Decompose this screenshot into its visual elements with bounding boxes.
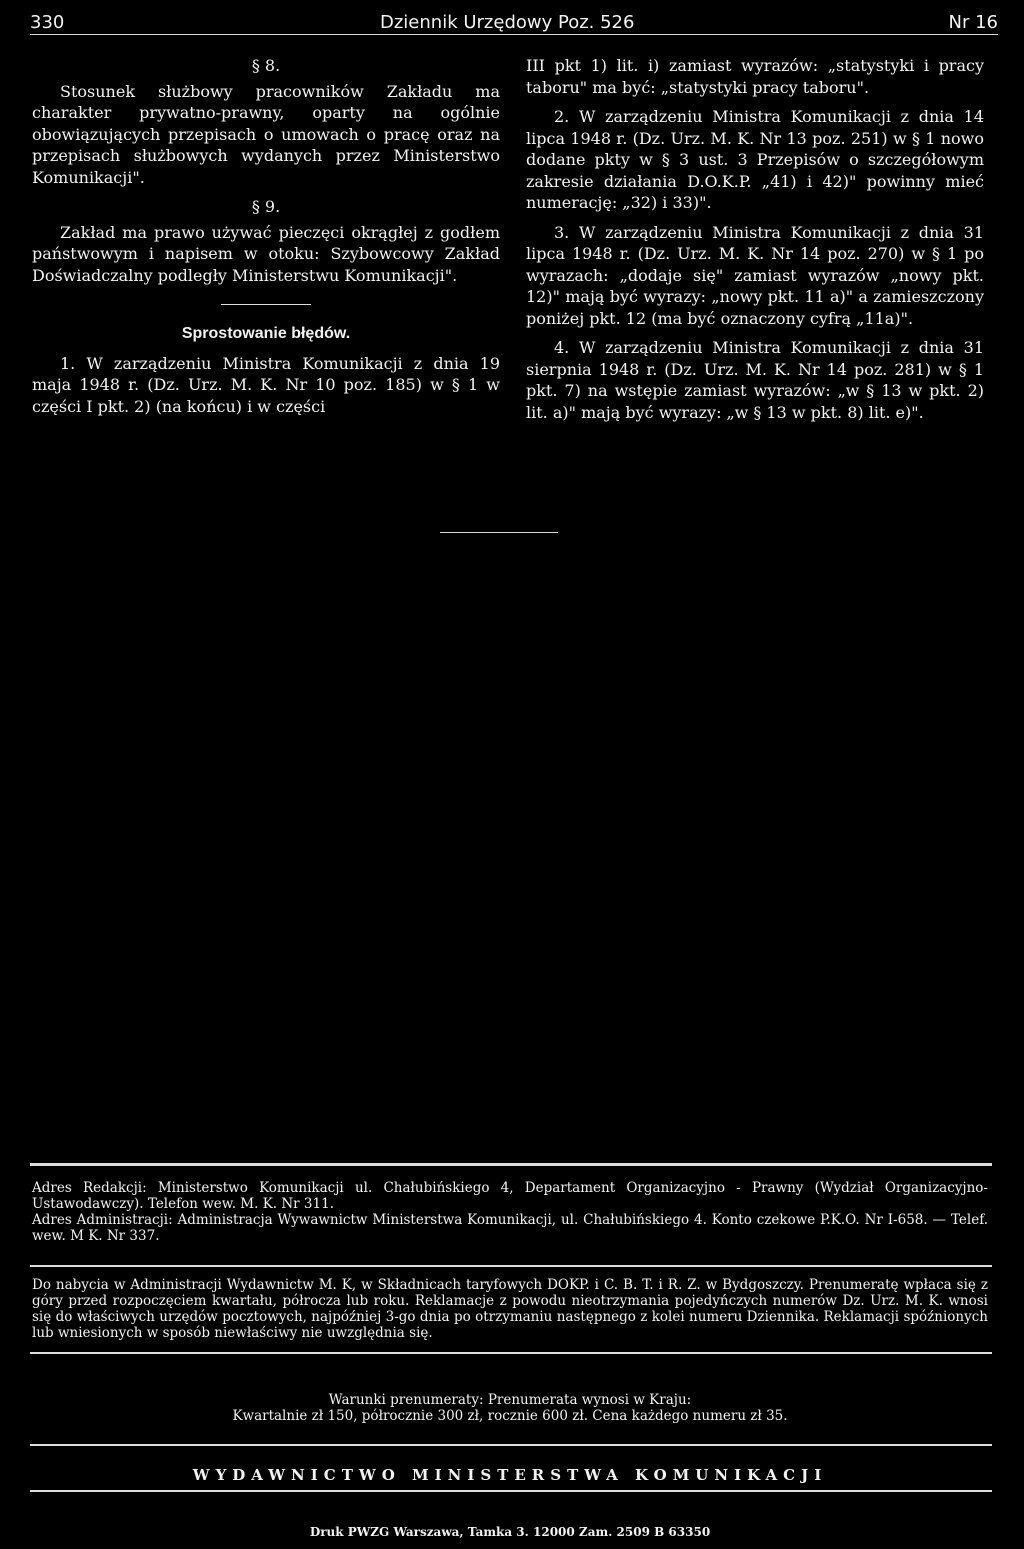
print-info: Druk PWZG Warszawa, Tamka 3. 12000 Zam. 2509 B 63350 (309, 1525, 711, 1539)
subscription-terms-body: Kwartalnie zł 150, półrocznie 300 zł, rocznie 600 zł. Cena każdego numeru zł 35. (232, 1408, 788, 1424)
left-column (32, 55, 500, 425)
page-header (30, 10, 998, 35)
issue-number: Nr 16 (948, 12, 998, 33)
section-8-heading: § 8. (251, 56, 281, 75)
footer-rule-4 (30, 1444, 992, 1446)
errata-heading: Sprostowanie błędów. (181, 325, 351, 342)
errata-item-2: 2. W zarządzeniu Ministra Komunikacji z dnia 14 lipca 1948 r. (Dz. Urz. M. K. Nr 13 poz. 251) w § 1 nowo dodane pkty w § 3 ust. 3 Przepisów o szczegółowym zakresie działania D.O.K.P. „41) i 42)" powinny mieć numerację: „32) i 33)". (526, 107, 984, 212)
section-9-heading: § 9. (251, 197, 281, 216)
footer-rule-3 (30, 1352, 992, 1354)
section-9-text: Zakład ma prawo używać pieczęci okrągłej z godłem państwowym i napisem w otoku: Szybowcowy Zakład Doświadczalny podległy Ministerstwu Komunikacji". (32, 222, 500, 285)
journal-title: Dziennik Urzędowy Poz. 526 (380, 12, 635, 33)
divider (221, 304, 311, 305)
errata-item-4: 4. W zarządzeniu Ministra Komunikacji z dnia 31 sierpnia 1948 r. (Dz. Urz. M. K. Nr 14 poz. 281) w § 1 pkt. 7) na wstępie zamiast wyrazów: „w § 13 w pkt. 2) lit. a)" mają być wyrazy: „w § 13 w pkt. 8) lit. e)". (526, 338, 984, 422)
section-8-text: Stosunek służbowy pracowników Zakładu ma charakter prywatno-prawny, oparty na ogólnie obowiązujących przepisach o umowach o pracę oraz na przepisach służbowych wydanych przez Ministerstwo Komunikacji". (32, 81, 500, 187)
errata-item-1: 1. W zarządzeniu Ministra Komunikacji z dnia 19 maja 1948 r. (Dz. Urz. M. K. Nr 10 poz. 185) w § 1 w części I pkt. 2) (na końcu) i w części (32, 353, 500, 416)
footer-addresses (32, 1180, 988, 1244)
administration-address: Adres Administracji: Administracja Wywawnictw Ministerstwa Komunikacji, ul. Chałubińskiego 4. Konto czekowe P.K.O. Nr I-658. — Telef. wew. M K. Nr 337. (32, 1212, 988, 1244)
footer-rule-5 (30, 1490, 992, 1492)
footer-rule-top (30, 1163, 992, 1166)
page-number: 330 (30, 12, 65, 33)
footer-rule-2 (30, 1265, 992, 1267)
right-column (526, 55, 984, 431)
errata-item-1-continued: III pkt 1) lit. i) zamiast wyrazów: „statystyki i pracy taboru" ma być: „statystyki pracy taboru". (526, 56, 984, 97)
subscription-terms (32, 1392, 988, 1424)
publisher-name: WYDAWNICTWO MINISTERSTWA KOMUNIKACJI (192, 1466, 828, 1484)
end-divider (440, 532, 558, 533)
errata-item-3: 3. W zarządzeniu Ministra Komunikacji z dnia 31 lipca 1948 r. (Dz. Urz. M. K. Nr 14 poz. 270) w § 1 po wyrazach: „dodaje się" zamiast wyrazów „nowy pkt. 12)" mają być wyrazy: „nowy pkt. 11 a)" a zamieszczony poniżej pkt. 12 (ma być oznaczony cyfrą „11a)". (526, 222, 984, 328)
subscription-terms-title: Warunki prenumeraty: Prenumerata wynosi w Kraju: (328, 1392, 692, 1408)
editorial-address: Adres Redakcji: Ministerstwo Komunikacji ul. Chałubińskiego 4, Departament Organizacyjno - Prawny (Wydział Organizacyjno-Ustawodawczy). Telefon wew. M. K. Nr 311. (32, 1180, 988, 1212)
purchase-info: Do nabycia w Administracji Wydawnictw M. K, w Składnicach taryfowych DOKP. i C. B. T. i R. Z. w Bydgoszczy. Prenumeratę wpłaca się z góry przed rozpoczęciem kwartału, półrocza lub roku. Reklamacje z powodu nieotrzymania pojedyńczych numerów Dz. Urz. M. K. wnosi się do właściwych urzędów pocztowych, najpóźniej 3-go dnia po otrzymaniu następnego z kolei numeru Dziennika. Reklamacji spóźnionych lub wniesionych w sposób niewłaściwy nie uwzględnia się. (32, 1277, 988, 1341)
